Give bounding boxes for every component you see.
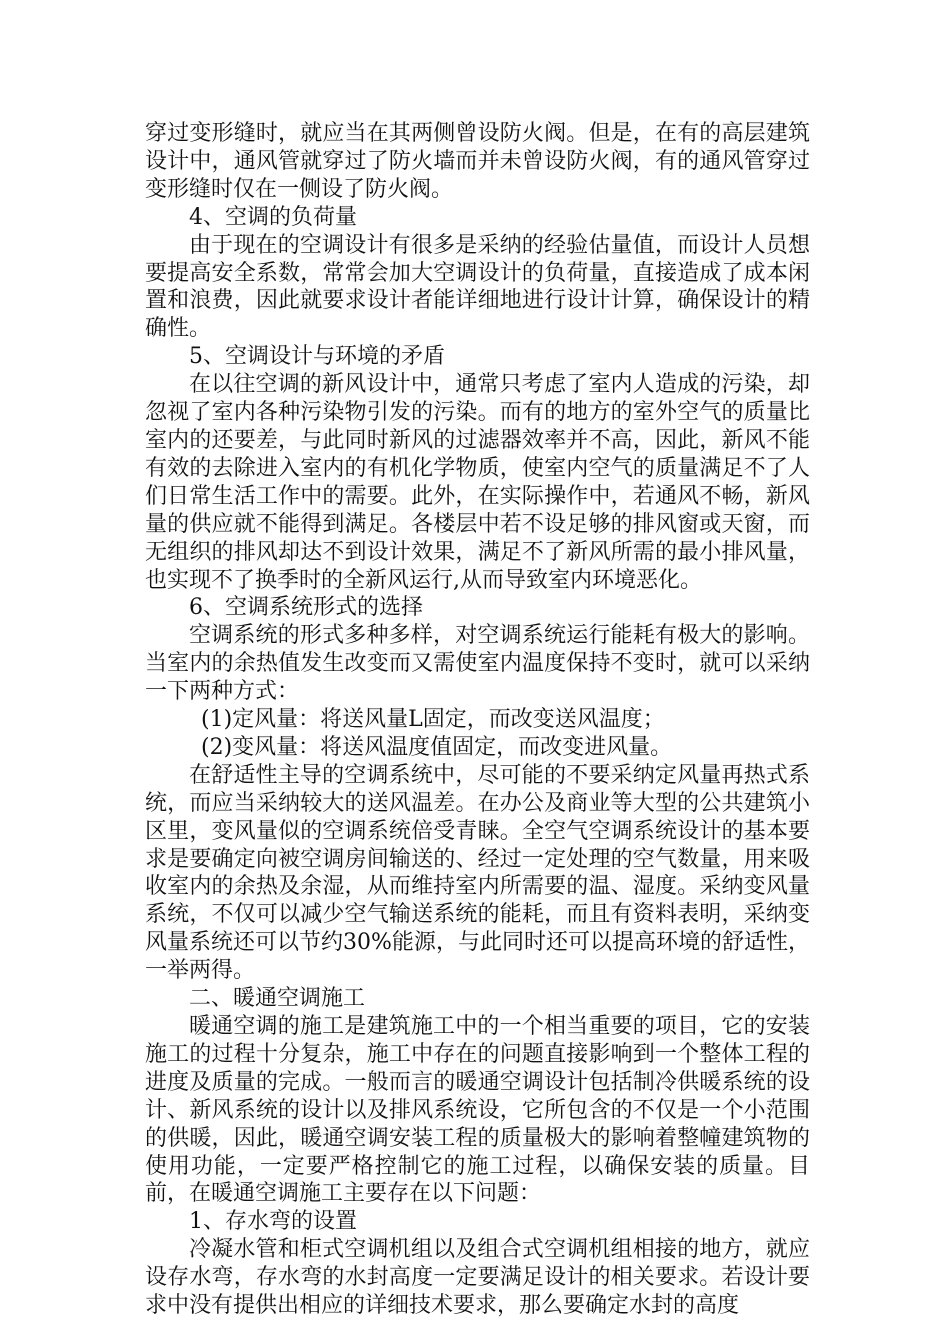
paragraph: 在舒适性主导的空调系统中，尽可能的不要采纳定风量再热式系统，而应当采纳较大的送风温差。在办公及商业等大型的公共建筑小区里，变风量似的空调系统倍受青睐。全空气空调系统设计的基本要求是要确定向被空调房间输送的、经过一定处理的空气数量，用来吸收室内的余热及余湿，从而维持室内所需要的温、湿度。采纳变风量系统，不仅可以减少空气输送系统的能耗，而且有资料表明，采纳变风量系统还可以节约30%能源，与此同时还可以提高环境的舒适性，一举两得。	[145, 762, 810, 984]
paragraph: 暖通空调的施工是建筑施工中的一个相当重要的项目，它的安装施工的过程十分复杂，施工中存在的问题直接影响到一个整体工程的进度及质量的完成。一般而言的暖通空调设计包括制冷供暖系统的设计、新风系统的设计以及排风系统设，它所包含的不仅是一个小范围的供暖，因此，暖通空调安装工程的质量极大的影响着整幢建筑物的使用功能，一定要严格控制它的施工过程，以确保安装的质量。目前，在暖通空调施工主要存在以下问题：	[145, 1014, 810, 1207]
document-body	[145, 120, 810, 1320]
list-item-constant-air: (1)定风量：将送风量L固定，而改变送风温度；	[201, 707, 665, 733]
section-heading-load: 4、空调的负荷量	[189, 204, 357, 230]
section-heading-environment: 5、空调设计与环境的矛盾	[189, 344, 445, 370]
paragraph-continuation: 穿过变形缝时，就应当在其两侧曾设防火阀。但是，在有的高层建筑设计中，通风管就穿过了防火墙而并未曾设防火阀，有的通风管穿过变形缝时仅在一侧设了防火阀。	[145, 121, 810, 202]
section-heading-water-trap: 1、存水弯的设置	[189, 1209, 357, 1235]
paragraph: 冷凝水管和柜式空调机组以及组合式空调机组相接的地方，就应设存水弯，存水弯的水封高度一定要满足设计的相关要求。若设计要求中没有提供出相应的详细技术要求，那么要确定水封的高度	[145, 1237, 810, 1319]
list-item-variable-air: (2)变风量：将送风温度值固定，而改变进风量。	[201, 734, 673, 760]
paragraph: 在以往空调的新风设计中，通常只考虑了室内人造成的污染，却忽视了室内各种污染物引发的污染。而有的地方的室外空气的质量比室内的还要差，与此同时新风的过滤器效率并不高，因此，新风不能有效的去除进入室内的有机化学物质，使室内空气的质量满足不了人们日常生活工作中的需要。此外，在实际操作中，若通风不畅，新风量的供应就不能得到满足。各楼层中若不设足够的排风窗或天窗，而无组织的排风却达不到设计效果，满足不了新风所需的最小排风量，也实现不了换季时的全新风运行,从而导致室内环境恶化。	[145, 372, 810, 593]
section-heading-construction: 二、暖通空调施工	[189, 986, 366, 1012]
paragraph: 空调系统的形式多种多样，对空调系统运行能耗有极大的影响。当室内的余热值发生改变而又需使室内温度保持不变时，就可以采纳一下两种方式：	[145, 623, 810, 705]
paragraph: 由于现在的空调设计有很多是采纳的经验估量值，而设计人员想要提高安全系数，常常会加大空调设计的负荷量，直接造成了成本闲置和浪费，因此就要求设计者能详细地进行设计计算，确保设计的精确性。	[145, 232, 810, 342]
section-heading-system-form: 6、空调系统形式的选择	[189, 595, 423, 621]
